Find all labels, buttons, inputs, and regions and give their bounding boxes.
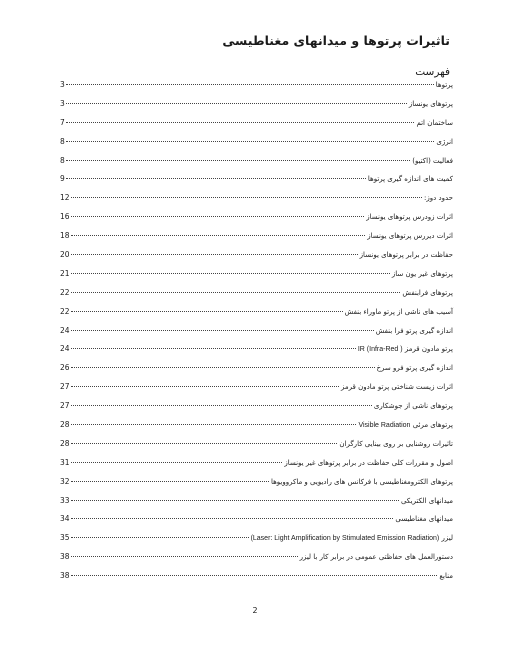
toc-entry-title (344, 307, 453, 317)
toc-entry-title-text: کمیت های اندازه گیری پرتوها (367, 175, 453, 184)
toc-entry[interactable] (60, 80, 453, 99)
toc-entry-title (338, 439, 453, 449)
toc-dot-leader (66, 178, 366, 179)
toc-entry-title (423, 193, 453, 203)
toc-entry-page: 38 (60, 571, 70, 581)
toc-entry-title (283, 458, 453, 468)
toc-entry-page: 35 (60, 533, 70, 543)
toc-entry-page: 31 (60, 457, 70, 467)
toc-entry[interactable] (60, 212, 453, 231)
toc-dot-leader (71, 254, 358, 255)
toc-entry-title (373, 401, 453, 411)
toc-entry-page: 38 (60, 552, 70, 562)
toc-entry[interactable] (60, 401, 453, 420)
toc-entry-title (270, 477, 453, 487)
toc-entry-page: 9 (60, 174, 65, 184)
toc-entry-title (365, 212, 453, 222)
toc-dot-leader (71, 462, 283, 463)
toc-entry-page: 24 (60, 325, 70, 335)
toc-dot-leader (71, 235, 366, 236)
toc-entry-page: 7 (60, 117, 65, 127)
toc-dot-leader (66, 103, 407, 104)
toc-entry-title-latin: IR (Infra-Red ) (357, 346, 403, 354)
toc-entry-title (376, 363, 453, 373)
toc-dot-leader (71, 575, 438, 576)
toc-entry-title-text: اندازه گیری پرتو فرو سرخ (376, 364, 453, 373)
toc-entry-title-text: منابع (439, 572, 453, 581)
toc-entry-page: 21 (60, 268, 70, 278)
toc-entry-title-text: حفاظت در برابر پرتوهای یونساز (359, 251, 453, 260)
toc-entry-title-text: پرتو مادون قرمز (404, 345, 453, 354)
toc-entry-title (435, 137, 453, 147)
toc-entry[interactable] (60, 477, 453, 496)
toc-entry-title-latin: Visible Radiation (358, 422, 411, 430)
toc-entry-title-text: پرتوها (435, 81, 453, 89)
toc-entry[interactable] (60, 174, 453, 193)
toc-entry[interactable] (60, 382, 453, 401)
toc-entry-page: 8 (60, 155, 65, 165)
toc-entry-title (394, 514, 453, 524)
toc-entry[interactable] (60, 344, 453, 363)
toc-entry-page: 22 (60, 306, 70, 316)
toc-entry-title (340, 382, 453, 392)
toc-dot-leader (71, 367, 375, 368)
toc-entry[interactable] (60, 99, 453, 118)
toc-entry-page: 22 (60, 287, 70, 297)
toc-entry[interactable] (60, 269, 453, 288)
toc-entry-title (359, 250, 453, 260)
toc-entry-title (375, 326, 453, 336)
toc-entry-page: 18 (60, 231, 70, 241)
toc-entry-page: 34 (60, 514, 70, 524)
toc-entry[interactable] (60, 514, 453, 533)
toc-entry-title-text: پرتوهای غیر یون ساز (391, 269, 453, 278)
toc-dot-leader (66, 141, 435, 142)
toc-entry-title (435, 80, 453, 90)
toc-dot-leader (71, 311, 343, 312)
toc-entry[interactable] (60, 193, 453, 212)
toc-entry[interactable] (60, 137, 453, 156)
toc-entry-page: 32 (60, 476, 70, 486)
toc-entry-title (401, 288, 453, 298)
toc-entry-title-text: اثرات زودرس پرتوهای یونساز (366, 213, 453, 222)
toc-dot-leader (71, 556, 298, 557)
toc-entry[interactable] (60, 420, 453, 439)
toc-entry[interactable] (60, 118, 453, 137)
toc-entry-title-latin: (Laser: Light Amplification by Stimulated Emission Radiation) (250, 535, 440, 543)
toc-entry-title-text: پرتوهای فرابنفش (402, 288, 453, 297)
toc-entry[interactable] (60, 439, 453, 458)
toc-entry[interactable] (60, 231, 453, 250)
toc-entry-page: 27 (60, 382, 70, 392)
toc-dot-leader (71, 386, 339, 387)
toc-dot-leader (66, 84, 434, 85)
toc-entry-title (400, 496, 453, 506)
toc-entry-title-text: فعالیت (اکتیو) (412, 156, 453, 165)
toc-entry-page: 8 (60, 136, 65, 146)
toc-entry[interactable] (60, 458, 453, 477)
toc-entry[interactable] (60, 326, 453, 345)
toc-entry-title-text: اصول و مقررات کلی حفاظت در برابر پرتوهای غیر یونساز (284, 458, 453, 467)
toc-entry-title-text: میدانهای مغناطیسی (395, 515, 453, 524)
toc-dot-leader (66, 122, 415, 123)
toc-entry-title (366, 231, 453, 241)
toc-entry-title-text: تاثیرات روشنایی بر روی بینایی کارگران (339, 439, 453, 448)
toc-heading: فهرست (415, 66, 450, 78)
toc-entry-page: 16 (60, 212, 70, 222)
toc-entry-title (250, 533, 453, 544)
toc-entry-page: 27 (60, 401, 70, 411)
toc-entry-title-text: اثرات دیررس پرتوهای یونساز (367, 232, 453, 241)
toc-dot-leader (71, 292, 401, 293)
toc-dot-leader (71, 330, 374, 331)
toc-dot-leader (71, 197, 422, 198)
toc-entry-title-text: میدانهای الکتریکی (400, 496, 453, 505)
toc-entry-title (391, 269, 453, 279)
toc-entry-page: 24 (60, 344, 70, 354)
toc-entry-title (357, 420, 453, 431)
toc-dot-leader (71, 273, 390, 274)
toc-entry-title-text: ساختمان اتم (416, 118, 453, 127)
toc-entry-title (408, 99, 453, 109)
toc-entry-page: 28 (60, 438, 70, 448)
toc-entry-title (299, 552, 453, 562)
toc-entry-title-text: دستورالعمل های حفاظتی عمومی در برابر کار با لیزر (299, 553, 453, 562)
toc-dot-leader (66, 160, 410, 161)
toc-entry-page: 28 (60, 420, 70, 430)
toc-entry-title-text: آسیب های ناشی از پرتو ماوراء بنفش (344, 307, 453, 316)
toc-dot-leader (71, 518, 394, 519)
toc-entry-page: 3 (60, 80, 65, 89)
toc-entry[interactable] (60, 571, 453, 590)
toc-entry-page: 33 (60, 495, 70, 505)
toc-dot-leader (71, 348, 356, 349)
toc-entry[interactable] (60, 363, 453, 382)
toc-entry-page: 3 (60, 98, 65, 108)
toc-entry-title-text: پرتوهای یونساز (408, 99, 453, 108)
table-of-contents (60, 80, 453, 590)
toc-entry-title-text: پرتوهای الکترومغناطیسی با فرکانس های رادیویی و ماکروویوها (270, 477, 453, 486)
toc-entry-title-text: اندازه گیری پرتو فرا بنفش (375, 326, 453, 335)
toc-entry-title-text: پرتوهای ناشی از جوشکاری (373, 402, 453, 411)
toc-dot-leader (71, 443, 338, 444)
toc-entry[interactable] (60, 496, 453, 515)
toc-entry[interactable] (60, 288, 453, 307)
toc-entry-title-text: پرتوهای مرئی (412, 421, 453, 430)
toc-entry[interactable] (60, 533, 453, 552)
toc-entry-title (411, 156, 453, 166)
toc-entry-title (438, 571, 453, 581)
toc-entry-title-text: انرژی (436, 137, 453, 146)
toc-dot-leader (71, 481, 269, 482)
toc-entry[interactable] (60, 307, 453, 326)
toc-entry[interactable] (60, 552, 453, 571)
toc-dot-leader (71, 537, 249, 538)
page-number: 2 (252, 606, 258, 615)
toc-entry-page: 26 (60, 363, 70, 373)
toc-entry-title (415, 118, 453, 128)
toc-entry[interactable] (60, 156, 453, 175)
document-title: تاثیرات پرتوها و میدانهای مغناطیسی (222, 33, 450, 48)
toc-entry-title (357, 344, 453, 355)
toc-entry[interactable] (60, 250, 453, 269)
toc-entry-page: 20 (60, 250, 70, 260)
toc-dot-leader (71, 500, 399, 501)
toc-entry-title (367, 174, 453, 184)
toc-entry-title-text: لیزر (441, 534, 453, 543)
toc-entry-title-text: حدود دوز: (424, 194, 453, 203)
toc-entry-page: 12 (60, 193, 70, 203)
toc-dot-leader (71, 405, 372, 406)
toc-entry-title-text: اثرات زیست شناختی پرتو مادون قرمز (341, 383, 453, 392)
toc-dot-leader (71, 424, 357, 425)
toc-dot-leader (71, 216, 365, 217)
